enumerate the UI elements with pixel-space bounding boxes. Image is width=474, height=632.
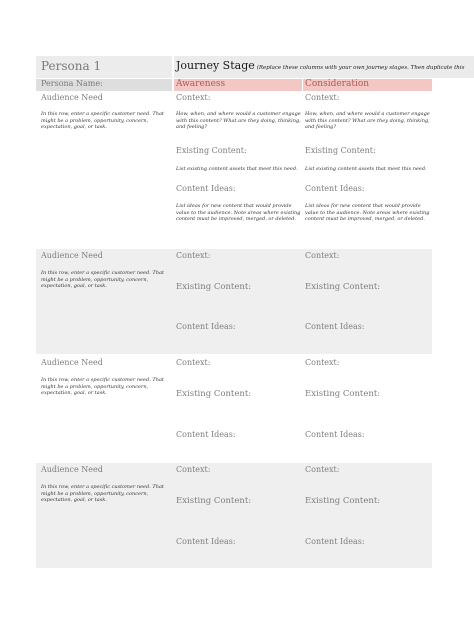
existing-content-label: Existing Content: <box>176 282 252 292</box>
journey-stage-title: Journey Stage <box>176 59 255 72</box>
existing-content-label: Existing Content: <box>305 496 381 506</box>
existing-content-instruction: List existing content assets that meet this need. <box>176 166 298 172</box>
existing-content-label: Existing Content: <box>305 282 381 292</box>
context-instruction: How, when, and where would a customer engage with this content? What are they doing, thinking, and feeling? <box>176 111 301 131</box>
context-label: Context: <box>305 465 340 474</box>
content-ideas-label: Content Ideas: <box>305 537 365 546</box>
audience-need-label: Audience Need <box>41 358 103 367</box>
journey-stage-header <box>174 56 474 78</box>
context-label: Context: <box>305 358 340 367</box>
content-ideas-label: Content Ideas: <box>305 184 365 193</box>
persona-name-label: Persona Name: <box>41 79 103 88</box>
existing-content-label: Existing Content: <box>305 389 381 399</box>
content-ideas-label: Content Ideas: <box>176 537 236 546</box>
existing-content-label: Existing Content: <box>176 496 252 506</box>
persona-title: Persona 1 <box>41 59 102 73</box>
context-instruction: How, when, and where would a customer engage with this content? What are they doing, thinking, and feeling? <box>305 111 430 131</box>
audience-need-instruction: In this row, enter a specific customer need. That might be a problem, opportunity, concern, expectation, goal, or task. <box>41 270 164 290</box>
audience-need-label: Audience Need <box>41 465 103 474</box>
existing-content-label: Existing Content: <box>176 389 252 399</box>
content-ideas-label: Content Ideas: <box>305 430 365 439</box>
context-label: Context: <box>176 251 211 260</box>
context-label: Context: <box>176 465 211 474</box>
journey-stage-note: (Replace these columns with your own journey stages. Then duplicate this <box>256 65 465 71</box>
stage-awareness-label: Awareness <box>176 79 226 89</box>
audience-need-label: Audience Need <box>41 251 103 260</box>
audience-need-row-2 <box>36 249 432 354</box>
audience-need-instruction: In this row, enter a specific customer need. That might be a problem, opportunity, concern, expectation, goal, or task. <box>41 377 164 397</box>
stage-consideration-label: Consideration <box>305 79 370 89</box>
audience-need-row-3 <box>36 356 432 461</box>
persona-name-cell <box>36 79 172 91</box>
context-label: Context: <box>305 93 340 102</box>
existing-content-instruction: List existing content assets that meet this need. <box>305 166 427 172</box>
audience-need-label: Audience Need <box>41 93 103 102</box>
existing-content-label: Existing Content: <box>176 146 247 155</box>
context-label: Context: <box>305 251 340 260</box>
stage-awareness <box>174 79 302 91</box>
context-label: Context: <box>176 358 211 367</box>
persona-title-cell <box>36 56 172 78</box>
content-ideas-label: Content Ideas: <box>176 430 236 439</box>
audience-need-instruction: In this row, enter a specific customer need. That might be a problem, opportunity, concern, expectation, goal, or task. <box>41 111 164 131</box>
content-ideas-instruction: List ideas for new content that would provide value to the audience. Note areas where existing content must be improved, merged, or deleted. <box>176 203 301 223</box>
content-ideas-label: Content Ideas: <box>176 322 236 331</box>
audience-need-instruction: In this row, enter a specific customer need. That might be a problem, opportunity, concern, expectation, goal, or task. <box>41 484 164 504</box>
content-ideas-instruction: List ideas for new content that would provide value to the audience. Note areas where existing content must be improved, merged, or deleted. <box>305 203 430 223</box>
existing-content-label: Existing Content: <box>305 146 376 155</box>
journey-stage-title-wrap <box>176 59 464 72</box>
content-ideas-label: Content Ideas: <box>176 184 236 193</box>
content-ideas-label: Content Ideas: <box>305 322 365 331</box>
context-label: Context: <box>176 93 211 102</box>
stage-consideration <box>303 79 432 91</box>
audience-need-row-4 <box>36 463 432 568</box>
